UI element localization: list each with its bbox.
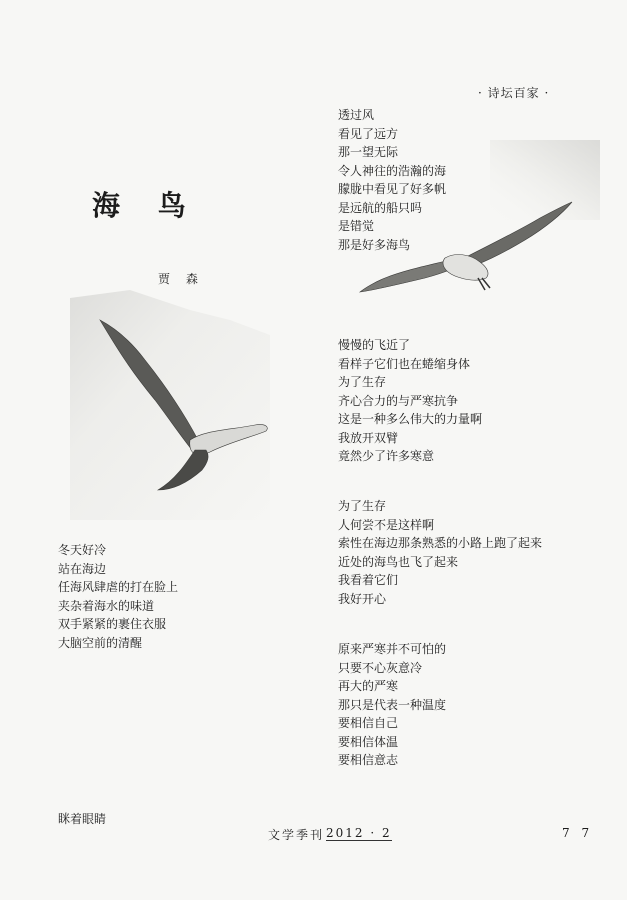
poem-line: 这是一种多么伟大的力量啊 [338,412,483,426]
poem-line: 是错觉 [338,219,375,233]
poem-line: 人何尝不是这样啊 [338,517,435,532]
poem-line: 那只是代表一种温度 [338,697,447,712]
seagull-photo-left [70,290,270,520]
poem-line: 近处的海鸟也飞了起来 [338,554,459,569]
stanza-left [58,541,178,652]
poem-line: 要相信自己 [338,716,399,730]
poem-line: 为了生存 [338,499,387,513]
poem-line: 透过风 [338,108,375,122]
poem-line: 看见了远方 [338,126,399,141]
section-tag: · 诗坛百家 · [478,86,550,100]
poem-line: 夹杂着海水的味道 [58,598,155,613]
poem-line: 双手紧紧的裹住衣服 [58,617,167,631]
page-number: 7 7 [562,826,594,840]
poem-line: 只要不心灰意冷 [338,660,423,675]
poem-line: 令人神往的浩瀚的海 [338,163,447,178]
poem-line: 要相信意志 [338,753,399,767]
stanza-right-3 [338,497,542,608]
poem-line: 看样子它们也在蜷缩身体 [338,356,471,371]
poem-title: 海 鸟 [92,189,200,222]
stanza-right-1 [338,106,446,254]
poem-line: 索性在海边那条熟悉的小路上跑了起来 [338,536,543,550]
poem-last-line-left: 眯着眼睛 [58,812,107,826]
poem-line: 我看着它们 [338,573,399,587]
poem-line: 那是好多海鸟 [338,237,411,252]
poem-line: 慢慢的飞近了 [338,338,411,352]
poem-line: 我好开心 [338,591,387,606]
poem-author: 贾 森 [158,272,204,286]
poem-line: 冬天好冷 [58,543,107,557]
poem-line: 再大的严寒 [338,679,399,693]
footer-journal-name: 文学季刊 [268,828,325,842]
poem-line: 是远航的船只吗 [338,200,423,215]
poem-line: 任海风肆虐的打在脸上 [58,580,179,594]
footer-issue: 2012 · 2 [326,826,392,840]
poem-line: 大脑空前的清醒 [58,635,143,650]
poem-line: 竟然少了许多寒意 [338,449,435,463]
poem-line: 齐心合力的与严寒抗争 [338,393,459,408]
poem-line: 站在海边 [58,561,107,576]
poem-line: 为了生存 [338,375,387,389]
poem-line: 原来严寒并不可怕的 [338,642,447,656]
poem-line: 那一望无际 [338,145,399,159]
stanza-right-4 [338,640,446,770]
poem-line: 要相信体温 [338,734,399,749]
stanza-right-2 [338,336,482,466]
poem-line: 朦胧中看见了好多帆 [338,182,447,196]
poem-line: 我放开双臂 [338,430,399,445]
